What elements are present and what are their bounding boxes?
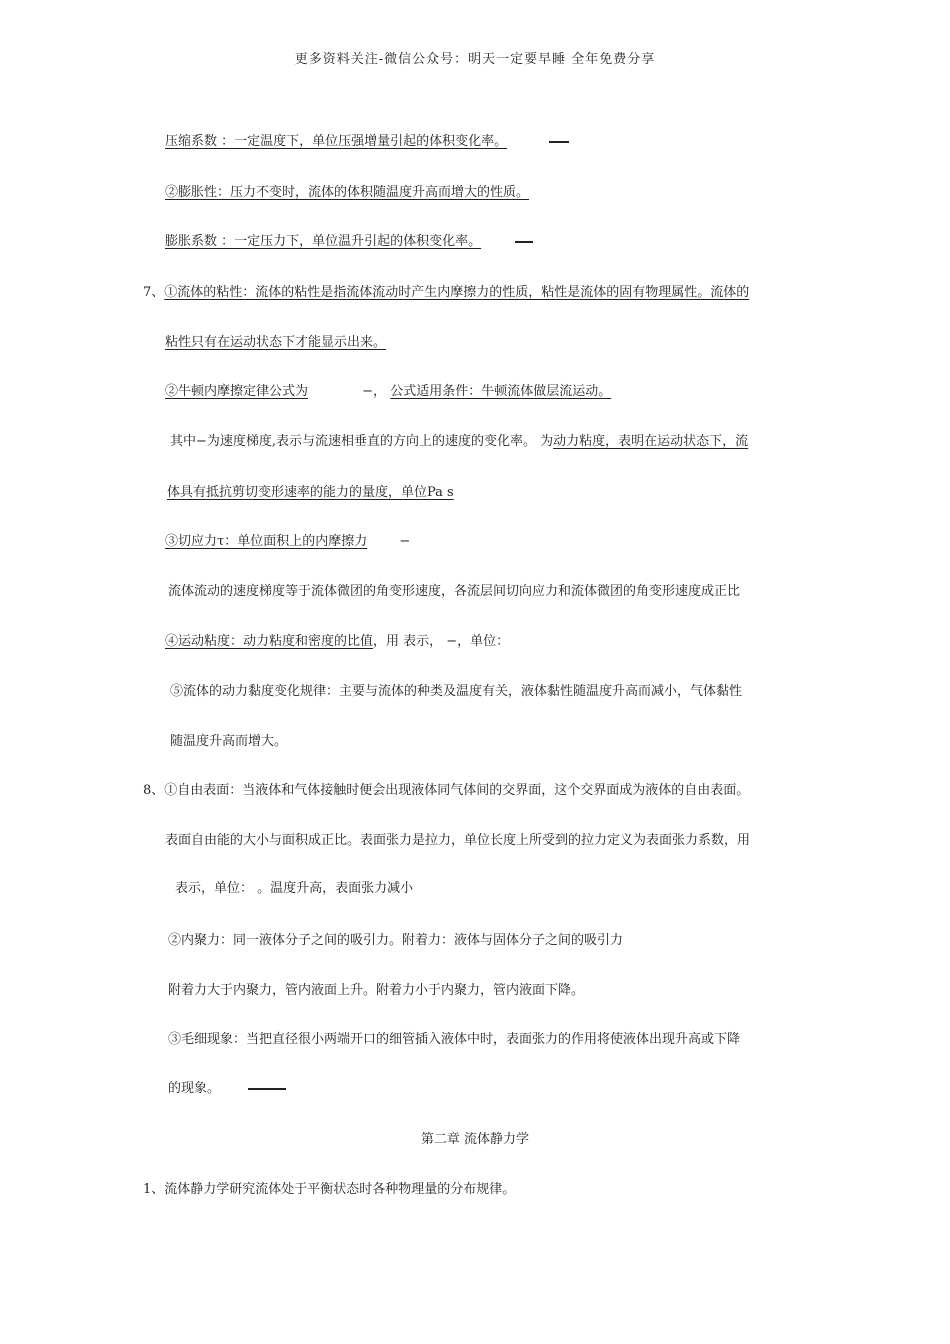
kinematic-viscosity-text: ，用 表示， −，单位：	[373, 634, 510, 649]
formula-placeholder: −	[399, 534, 411, 549]
list-number: 8、	[143, 783, 165, 798]
dynamic-viscosity-text: 动力粘度，表明在运动状态下，流	[553, 434, 749, 449]
kinematic-viscosity-label: ④运动粘度：动力粘度和密度的比值	[165, 634, 374, 649]
text-line	[165, 233, 533, 251]
text-line	[143, 284, 749, 302]
text-line	[165, 533, 410, 551]
newton-law-label: ②牛顿内摩擦定律公式为	[165, 384, 309, 399]
text-line	[168, 1080, 286, 1098]
text-line: ⑤流体的动力黏度变化规律：主要与流体的种类及温度有关，液体黏性随温度升高而减小，气体黏性	[170, 684, 743, 699]
free-surface-text: ①自由表面：当液体和气体接触时便会出现液体同气体间的交界面，这个交界面成为液体的自由表面。	[164, 783, 750, 798]
text-line: 粘性只有在运动状态下才能显示出来。	[165, 335, 387, 350]
text-line	[165, 633, 509, 651]
capillary-end-text: 的现象。	[168, 1081, 221, 1096]
expansion-coefficient: 膨胀系数 ：一定压力下，单位温升引起的体积变化率。	[165, 234, 482, 249]
text-line: 1、流体静力学研究流体处于平衡状态时各种物理量的分布规律。	[143, 1182, 516, 1197]
chapter-title: 第二章 流体静力学	[420, 1132, 530, 1147]
text-line: 流体流动的速度梯度等于流体微团的角变形速度，各流层间切向应力和流体微团的角变形速度成正比	[168, 584, 741, 599]
viscosity-definition: ①流体的粘性：流体的粘性是指流体流动时产生内摩擦力的性质，粘性是流体的固有物理属性。流体的	[164, 285, 750, 300]
formula-dash	[549, 141, 569, 143]
text-line: ②内聚力：同一液体分子之间的吸引力。附着力：液体与固体分子之间的吸引力	[168, 933, 624, 948]
text-line	[165, 133, 569, 151]
shear-stress-label: ③切应力τ：单位面积上的内摩擦力	[165, 534, 368, 549]
page-header: 更多资料关注-微信公众号：明天一定要早睡 全年免费分享	[294, 52, 656, 67]
formula-placeholder: −，	[362, 384, 387, 399]
text-line: ③毛细现象：当把直径很小两端开口的细管插入液体中时，表面张力的作用将使液体出现升高或下降	[168, 1032, 741, 1047]
compressibility-coefficient: 压缩系数 ：一定温度下，单位压强增量引起的体积变化率。	[165, 134, 508, 149]
text-line	[143, 782, 749, 800]
text-line: ②膨胀性：压力不变时，流体的体积随温度升高而增大的性质。	[165, 185, 530, 200]
list-number: 7、	[143, 285, 165, 300]
text-line	[165, 383, 611, 401]
velocity-gradient-text: 其中−为速度梯度,表示与流速相垂直的方向上的速度的变化率。 为	[170, 434, 554, 449]
text-line: 表面自由能的大小与面积成正比。表面张力是拉力，单位长度上所受到的拉力定义为表面张力系数，用	[165, 833, 751, 848]
text-line: 表示，单位： 。温度升高，表面张力减小	[175, 881, 414, 896]
formula-dash	[515, 241, 533, 243]
formula-dash	[248, 1088, 286, 1090]
text-line	[170, 433, 748, 451]
text-line: 体具有抵抗剪切变形速率的能力的量度，单位Pa s	[167, 485, 454, 500]
newton-law-condition: 公式适用条件：牛顿流体做层流运动。	[390, 384, 612, 399]
text-line: 附着力大于内聚力，管内液面上升。附着力小于内聚力，管内液面下降。	[168, 983, 585, 998]
text-line: 随温度升高而增大。	[170, 734, 288, 749]
